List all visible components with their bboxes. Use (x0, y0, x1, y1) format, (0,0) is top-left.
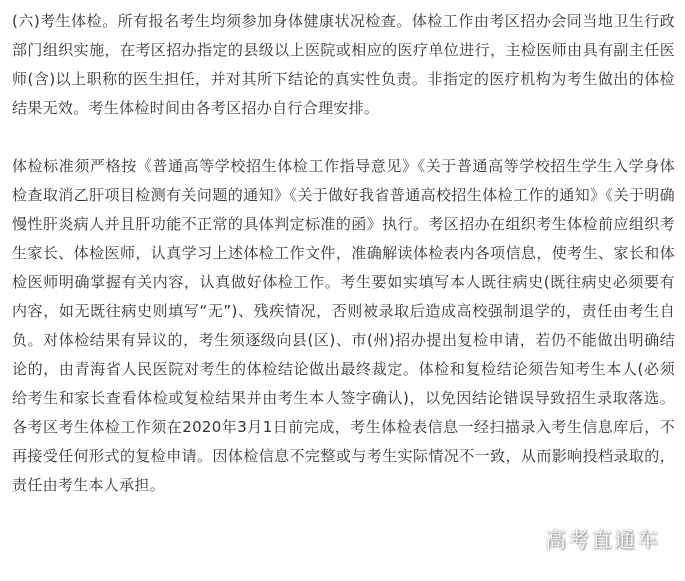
watermark: 高考直通车 (545, 528, 660, 552)
article-body (12, 7, 675, 500)
paragraph-physical-exam: (六)考生体检。所有报名考生均须参加身体健康状况检查。体检工作由考区招办会同当地卫生行政部门组织实施，在考区招办指定的县级以上医院或相应的医疗单位进行，主检医师由具有副主任医师(含)以上职称的医生担任，并对其所下结论的真实性负责。非指定的医疗机构为考生做出的体检结果无效。考生体检时间由各考区招办自行合理安排。 (12, 12, 675, 117)
paragraph-exam-standards: 体检标准须严格按《普通高等学校招生体检工作指导意见》《关于普通高等学校招生学生入学身体检查取消乙肝项目检测有关问题的通知》《关于做好我省普通高校招生体检工作的通知》《关于明确慢性肝炎病人并且肝功能不正常的具体判定标准的函》执行。考区招办在组织考生体检前应组织考生家长、体检医师，认真学习上述体检工作文件，准确解读体检表内各项信息，使考生、家长和体检医师明确掌握有关内容，认真做好体检工作。考生要如实填写本人既往病史(既往病史必须要有内容，如无既往病史则填写“无”)、残疾情况，否则被录取后造成高校强制退学的，责任由考生自负。对体检结果有异议的，考生须逐级向县(区)、市(州)招办提出复检申请，若仍不能做出明确结论的，由青海省人民医院对考生的体检结论做出最终裁定。体检和复检结论须告知考生本人(必须给考生和家长查看体检或复检结果并由考生本人签字确认)，以免因结论错误导致招生录取落选。各考区考生体检工作须在2020年3月1日前完成，考生体检表信息一经扫描录入考生信息库后，不再接受任何形式的复检申请。因体检信息不完整或与考生实际情况不一致，从而影响投档录取的，责任由考生本人承担。 (12, 157, 675, 494)
